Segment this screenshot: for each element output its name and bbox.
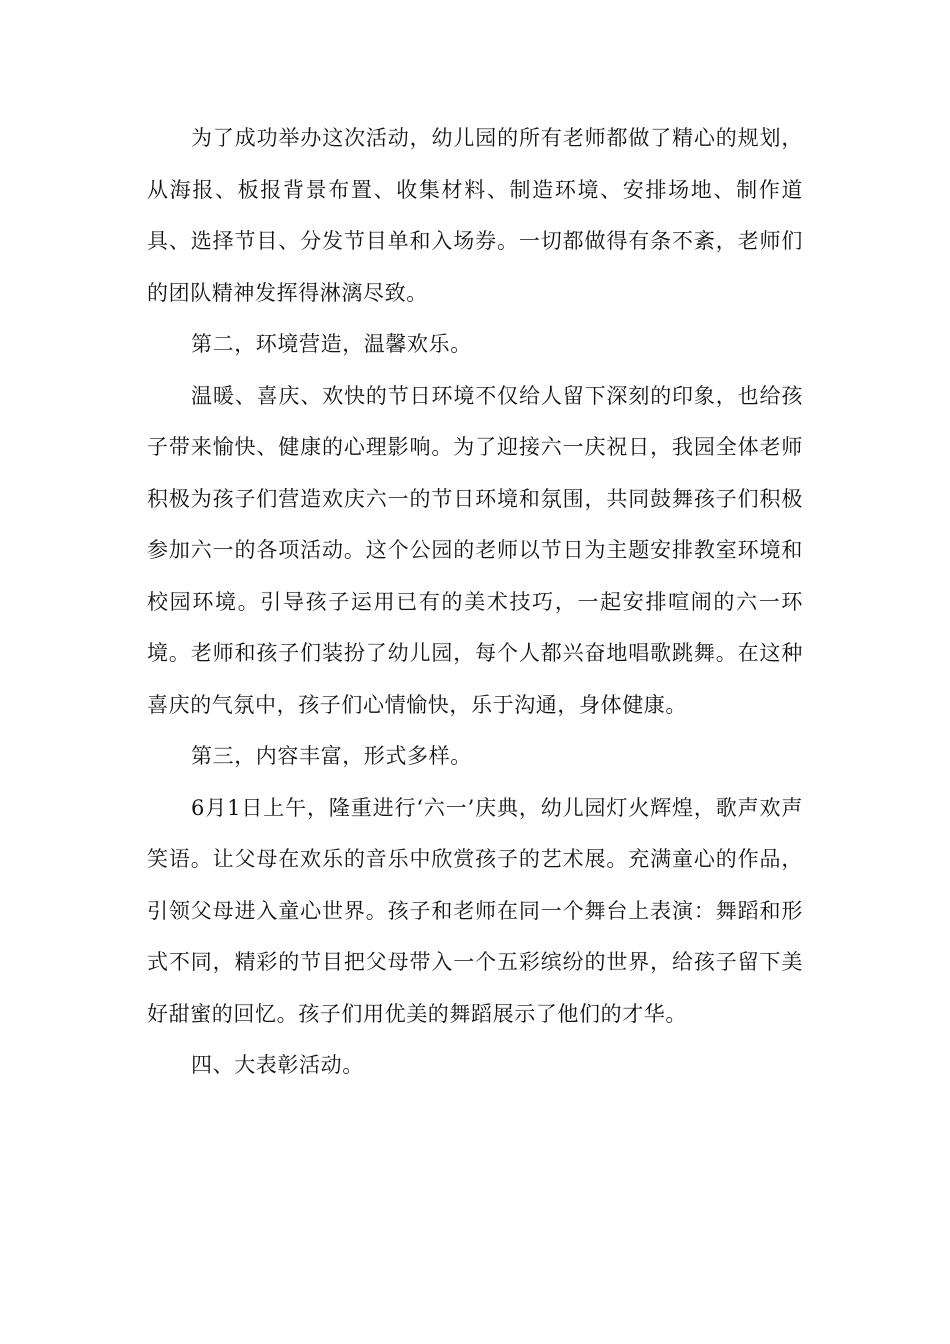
heading-third-content: 第三，内容丰富，形式多样。 xyxy=(191,744,472,768)
document-body xyxy=(147,113,803,1092)
heading-fourth-commendation: 四、大表彰活动。 xyxy=(191,1053,364,1077)
paragraph-environment: 温暖、喜庆、欢快的节日环境不仅给人留下深刻的印象，也给孩子带来愉快、健康的心理影响。为了迎接六一庆祝日，我园全体老师积极为孩子们营造欢庆六一的节日环境和氛围，共同鼓舞孩子们积极参加六一的各项活动。这个公园的老师以节日为主题安排教室环境和校园环境。引导孩子运用已有的美术技巧，一起安排喧闹的六一环境。老师和孩子们装扮了幼儿园，每个人都兴奋地唱歌跳舞。在这种喜庆的气氛中，孩子们心情愉快，乐于沟通，身体健康。 xyxy=(147,383,803,717)
heading-second-environment: 第二，环境营造，温馨欢乐。 xyxy=(191,332,472,356)
paragraph-planning: 为了成功举办这次活动，幼儿园的所有老师都做了精心的规划，从海报、板报背景布置、收集材料、制造环境、安排场地、制作道具、选择节目、分发节目单和入场券。一切都做得有条不紊，老师们的团队精神发挥得淋漓尽致。 xyxy=(147,126,803,305)
paragraph-celebration: 6月1日上午，隆重进行‘六一’庆典，幼儿园灯火辉煌，歌声欢声笑语。让父母在欢乐的音乐中欣赏孩子的艺术展。充满童心的作品，引领父母进入童心世界。孩子和老师在同一个舞台上表演：舞蹈和形式不同，精彩的节目把父母带入一个五彩缤纷的世界，给孩子留下美好甜蜜的回忆。孩子们用优美的舞蹈展示了他们的才华。 xyxy=(147,795,803,1026)
